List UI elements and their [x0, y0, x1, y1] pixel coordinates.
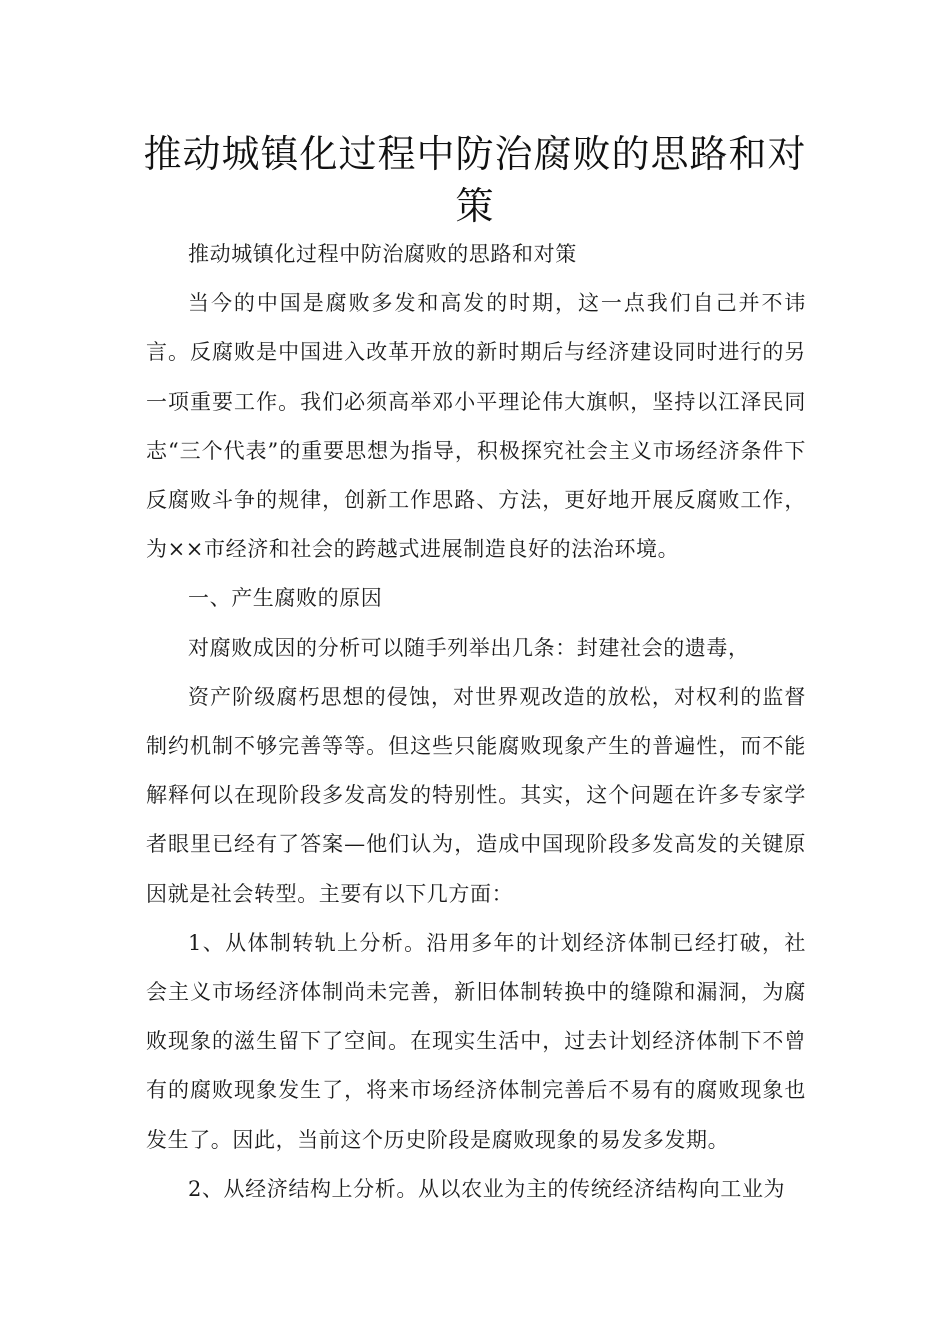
section-heading-causes: 一、产生腐败的原因 [188, 586, 383, 611]
body-paragraph-subtitle: 推动城镇化过程中防治腐败的思路和对策 [188, 242, 577, 266]
body-paragraph-causes-detail: 资产阶级腐朽思想的侵蚀，对世界观改造的放松，对权利的监督制约机制不够完善等等。但这些只能腐败现象产生的普遍性，而不能解释何以在现阶段多发高发的特别性。其实，这个问题在许多专家学者眼里已经有了答案—他们认为，造成中国现阶段多发高发的关键原因就是社会转型。主要有以下几方面： [146, 684, 806, 906]
document-title: 推动城镇化过程中防治腐败的思路和对策 [143, 132, 807, 228]
body-paragraph-point-2: 2、从经济结构上分析。从以农业为主的传统经济结构向工业为 [188, 1176, 786, 1201]
body-paragraph-point-1: 1、从体制转轨上分析。沿用多年的计划经济体制已经打破，社会主义市场经济体制尚未完善，新旧体制转换中的缝隙和漏洞，为腐败现象的滋生留下了空间。在现实生活中，过去计划经济体制下不曾有的腐败现象发生了，将来市场经济体制完善后不易有的腐败现象也发生了。因此，当前这个历史阶段是腐败现象的易发多发期。 [146, 930, 806, 1152]
document-body [146, 230, 806, 1214]
body-paragraph-causes-list: 对腐败成因的分析可以随手列举出几条：封建社会的遗毒， [188, 635, 750, 660]
body-paragraph-intro: 当今的中国是腐败多发和高发的时期，这一点我们自己并不讳言。反腐败是中国进入改革开放的新时期后与经济建设同时进行的另一项重要工作。我们必须高举邓小平理论伟大旗帜，坚持以江泽民同志“三个代表”的重要思想为指导，积极探究社会主义市场经济条件下反腐败斗争的规律，创新工作思路、方法，更好地开展反腐败工作，为××市经济和社会的跨越式进展制造良好的法治环境。 [146, 291, 806, 562]
